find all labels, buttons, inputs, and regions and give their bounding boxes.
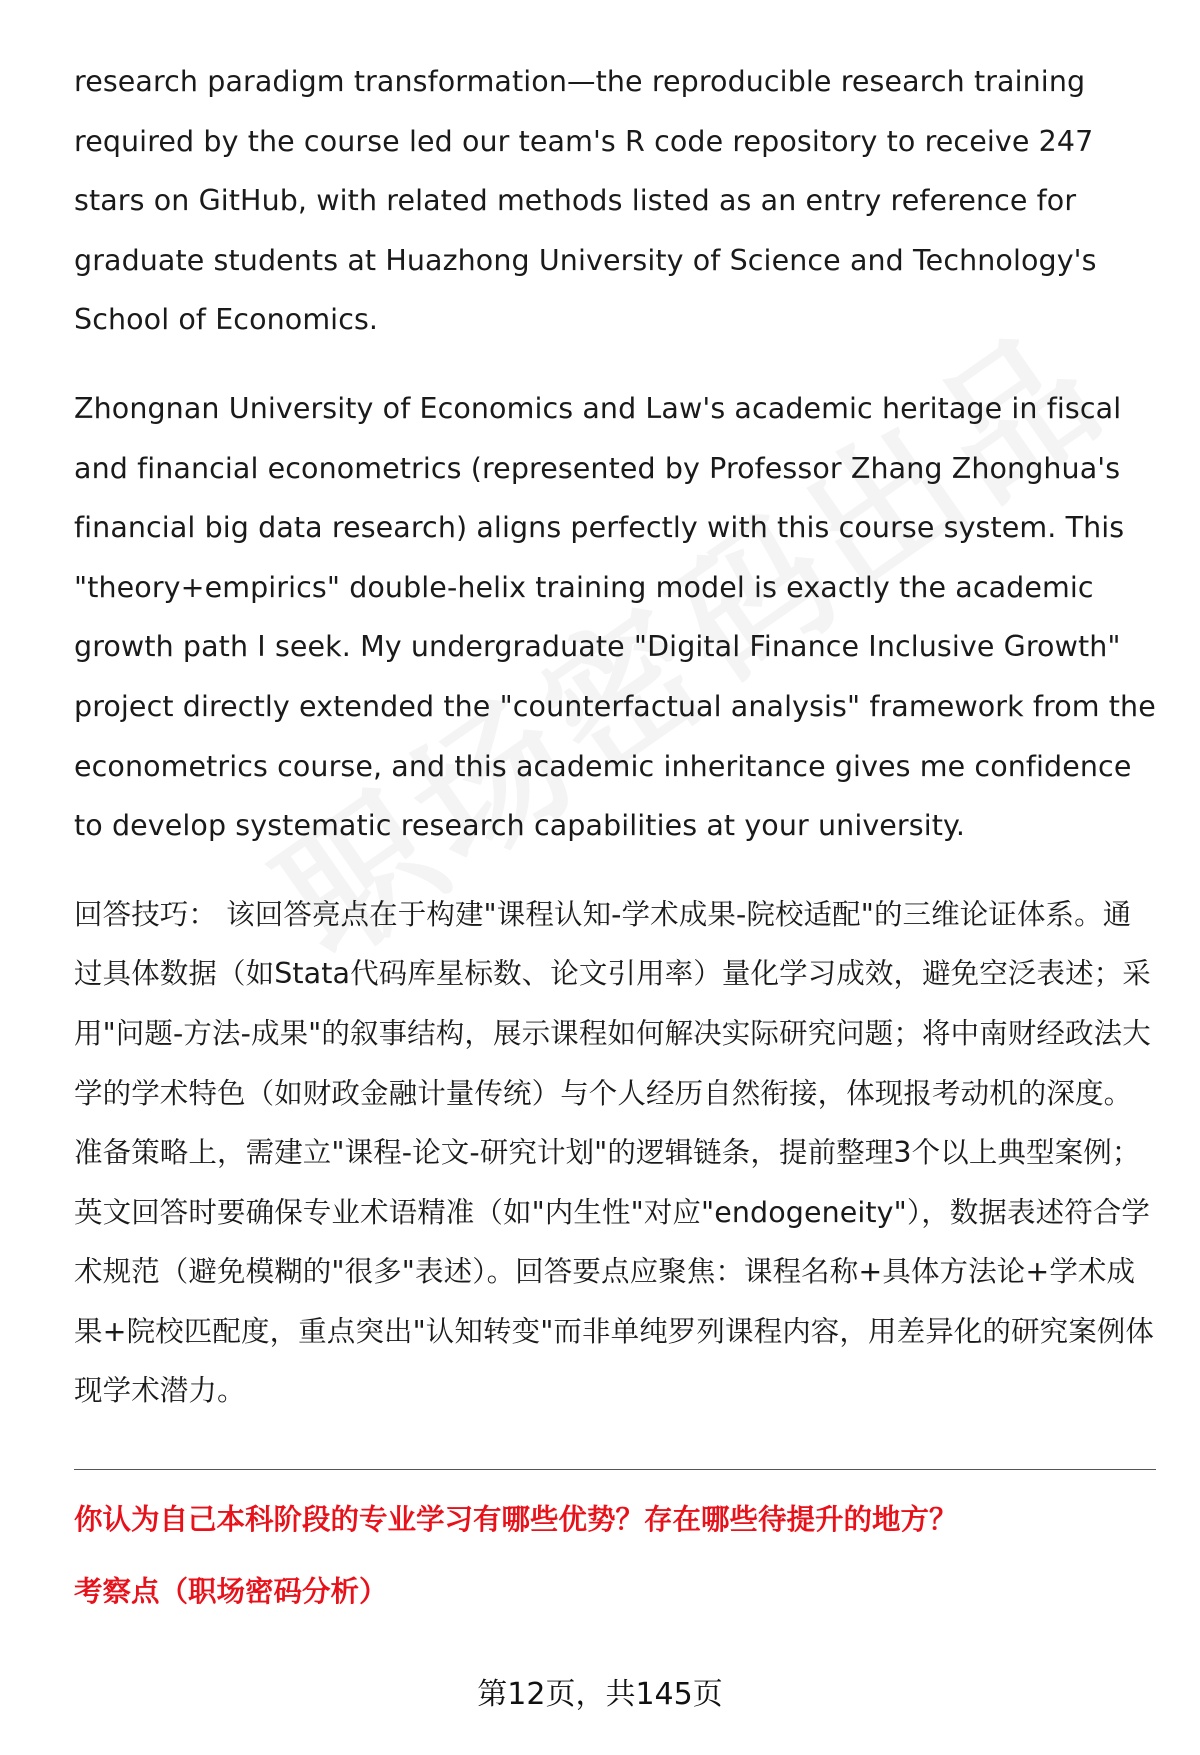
page-number: 第12页，共145页 (477, 1677, 723, 1712)
exam-point-heading: 考察点（职场密码分析） (74, 1575, 388, 1608)
paragraph-zuel-heritage: Zhongnan University of Economics and Law's academic heritage in fiscal and financial econometrics (represented by Professor Zhang Zhonghua's financial big data research) aligns perfectly with this course system. This "theory+empirics" double-helix training model is exactly the academic growth path I seek. My undergraduate "Digital Finance Inclusive Growth" project directly extended the "counterfactual analysis" framework from the econometrics course, and this academic inheritance gives me confidence to develop systematic research capabilities at your university. (74, 391, 1156, 843)
paragraph-research-paradigm: research paradigm transformation—the reproducible research training required by the course led our team's R code repository to receive 247 stars on GitHub, with related methods listed as an entry reference for graduate students at Huazhong University of Science and Technology's School of Economics. (74, 65, 1097, 337)
document-body (74, 52, 1156, 1421)
answer-tips: 回答技巧： 该回答亮点在于构建"课程认知-学术成果-院校适配"的三维论证体系。通过具体数据（如Stata代码库星标数、论文引用率）量化学习成效，避免空泛表述；采用"问题-方法-成果"的叙事结构，展示课程如何解决实际研究问题；将中南财经政法大学的学术特色（如财政金融计量传统）与个人经历自然衔接，体现报考动机的深度。准备策略上，需建立"课程-论文-研究计划"的逻辑链条，提前整理3个以上典型案例；英文回答时要确保专业术语精准（如"内生性"对应"endogeneity"），数据表述符合学术规范（避免模糊的"很多"表述）。回答要点应聚焦：课程名称+具体方法论+学术成果+院校匹配度，重点突出"认知转变"而非单纯罗列课程内容，用差异化的研究案例体现学术潜力。 (74, 897, 1154, 1408)
interview-question: 你认为自己本科阶段的专业学习有哪些优势？存在哪些待提升的地方？ (74, 1503, 958, 1536)
section-divider (74, 1469, 1156, 1470)
